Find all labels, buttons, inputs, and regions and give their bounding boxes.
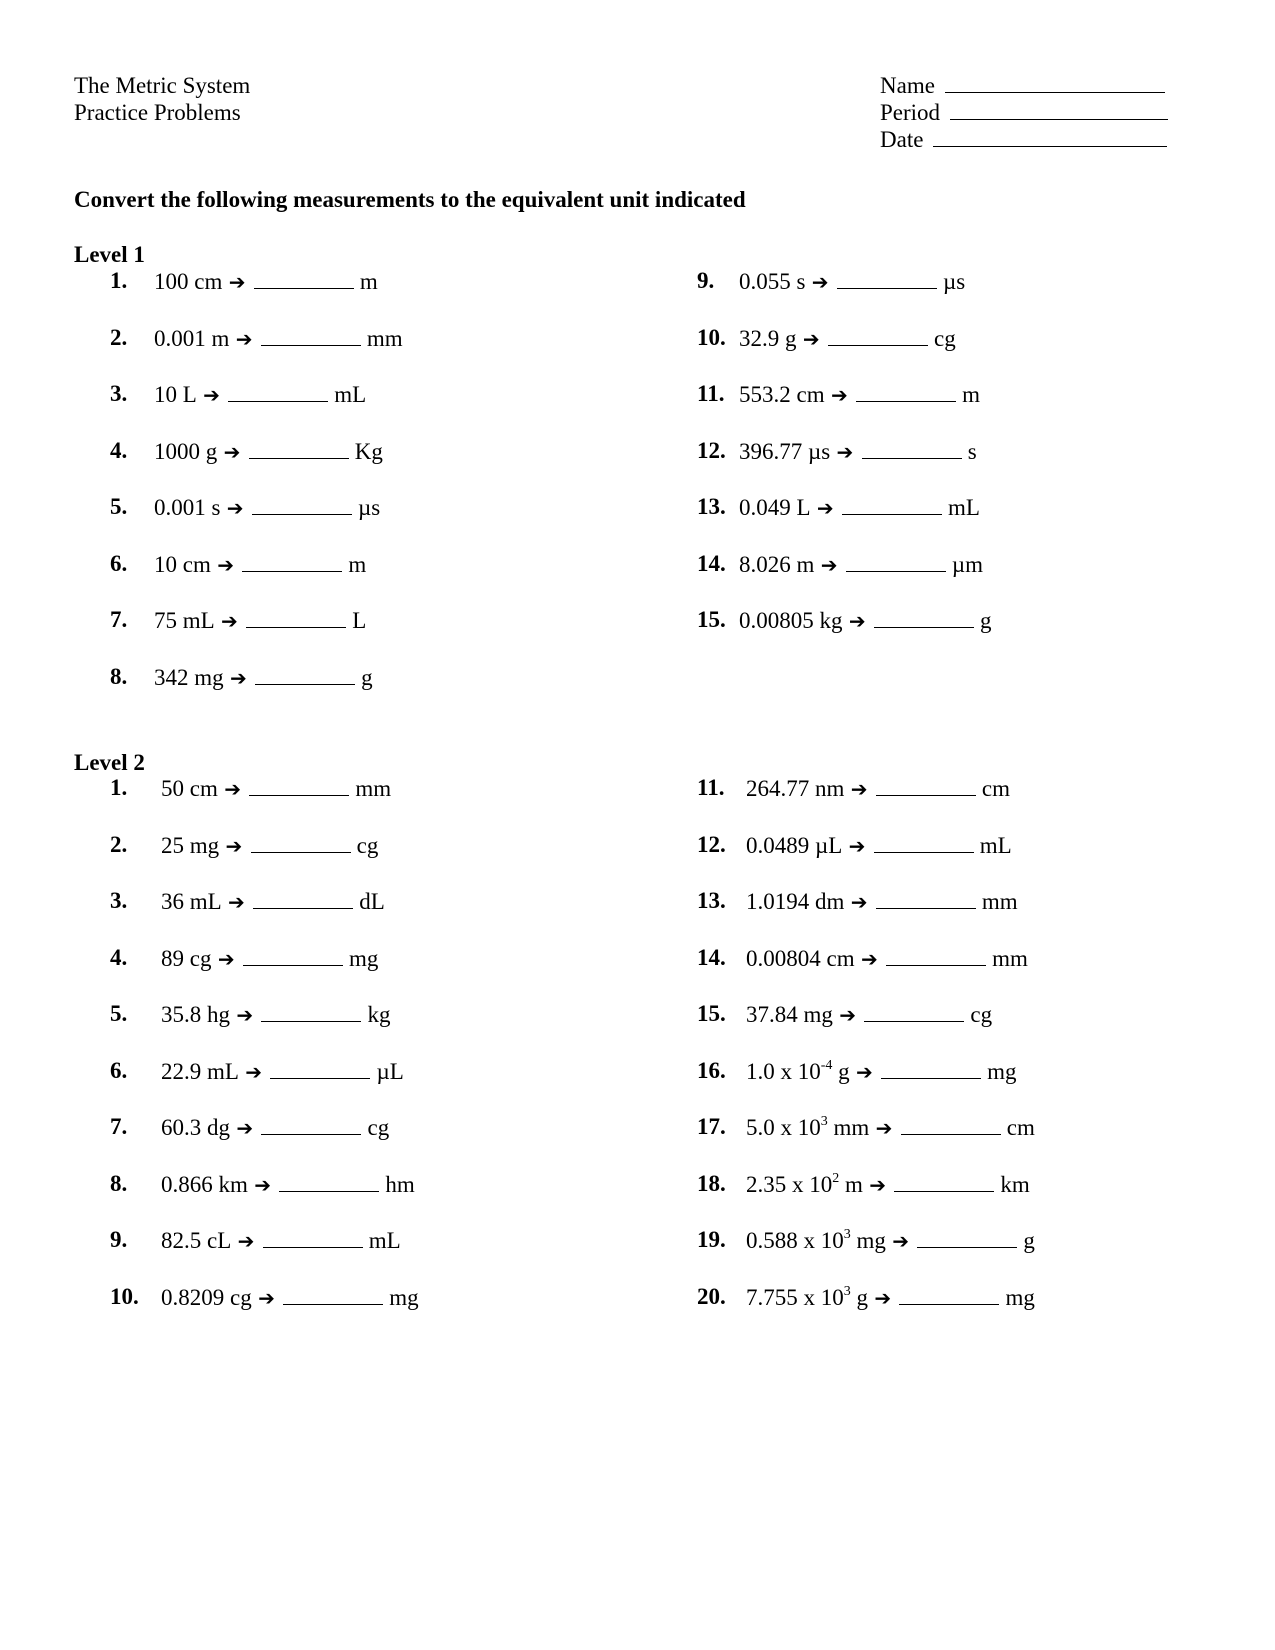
- problem-value: 0.001 s: [154, 495, 221, 520]
- value-unit: g: [832, 1058, 850, 1084]
- answer-blank[interactable]: [901, 1114, 1001, 1135]
- problem-value: 75 mL: [154, 608, 215, 633]
- target-unit: cm: [981, 776, 1010, 801]
- problem-value: [746, 1059, 850, 1084]
- target-unit: g: [979, 608, 992, 633]
- problem-expression: [154, 325, 403, 352]
- problem-value: 37.84 mg: [746, 1002, 833, 1027]
- period-label: Period: [880, 100, 941, 125]
- target-unit: m: [348, 551, 367, 577]
- target-unit: cg: [933, 325, 956, 351]
- problem-value: [746, 1172, 863, 1197]
- problem-value: 100 cm: [154, 269, 223, 294]
- value-unit: mg: [850, 1228, 886, 1253]
- problem-number: 4.: [110, 437, 128, 463]
- value-base: 2.35 x 10: [746, 1171, 833, 1197]
- level-2-heading: Level 2: [74, 750, 145, 775]
- problem-value: 0.00804 cm: [746, 945, 855, 971]
- arrow-icon: ➔: [230, 1003, 260, 1027]
- problem-number: 20.: [697, 1283, 726, 1309]
- problem-number: 1.: [110, 268, 128, 293]
- problem-value: [746, 1228, 886, 1253]
- problem-value: 264.77 nm: [746, 776, 845, 801]
- problem-number: 4.: [110, 944, 128, 970]
- arrow-icon: ➔: [217, 777, 248, 801]
- arrow-icon: ➔: [844, 777, 874, 801]
- date-field[interactable]: [880, 126, 1167, 154]
- problem-value: 35.8 hg: [161, 1002, 230, 1027]
- value-base: 0.588 x 10: [746, 1228, 844, 1253]
- answer-blank[interactable]: [254, 268, 354, 289]
- problem-number: 10.: [697, 324, 726, 350]
- value-base: 1.0 x 10: [746, 1058, 821, 1084]
- value-exponent: 3: [843, 1227, 851, 1242]
- problem-number: 3.: [110, 381, 128, 406]
- problem-value: 0.049 L: [739, 495, 811, 520]
- arrow-icon: ➔: [222, 270, 252, 294]
- problem-number: 9.: [697, 268, 715, 293]
- problem-number: 13.: [697, 494, 726, 519]
- arrow-icon: ➔: [814, 552, 844, 577]
- problem-number: 13.: [697, 888, 726, 913]
- target-unit: L: [352, 608, 367, 633]
- problem-value: 89 cg: [161, 945, 212, 971]
- arrow-icon: ➔: [247, 1172, 278, 1197]
- problem-expression: [739, 381, 980, 408]
- arrow-icon: ➔: [842, 833, 872, 858]
- target-unit: mg: [987, 1058, 1017, 1084]
- problem-expression: [746, 1001, 992, 1028]
- problem-expression: [154, 607, 366, 634]
- problem-expression: [154, 494, 380, 521]
- name-field[interactable]: [880, 72, 1165, 100]
- arrow-icon: ➔: [862, 1172, 893, 1197]
- target-unit: µs: [357, 495, 381, 520]
- arrow-icon: ➔: [830, 439, 860, 464]
- arrow-icon: ➔: [805, 270, 835, 294]
- problem-value: 342 mg: [154, 664, 224, 690]
- problem-expression: [161, 1227, 401, 1254]
- target-unit: mm: [355, 776, 392, 801]
- target-unit: mL: [948, 495, 980, 520]
- problem-expression: [746, 1227, 1035, 1254]
- arrow-icon: ➔: [219, 833, 249, 858]
- arrow-icon: ➔: [796, 326, 826, 351]
- problem-number: 2.: [110, 831, 128, 857]
- problem-expression: [746, 1058, 1017, 1085]
- problem-number: 16.: [697, 1057, 726, 1083]
- answer-blank[interactable]: [899, 1284, 999, 1305]
- problem-number: 9.: [110, 1227, 128, 1252]
- arrow-icon: ➔: [251, 1285, 282, 1310]
- value-base: 7.755 x 10: [746, 1284, 844, 1310]
- problem-value: 8.026 m: [739, 551, 815, 577]
- arrow-icon: ➔: [230, 1116, 260, 1140]
- problem-expression: [739, 494, 980, 521]
- arrow-icon: ➔: [214, 609, 245, 633]
- answer-blank[interactable]: [279, 1171, 379, 1192]
- name-label: Name: [880, 73, 935, 98]
- problem-value: 22.9 mL: [161, 1058, 239, 1084]
- problem-number: 15.: [697, 607, 726, 632]
- answer-blank[interactable]: [283, 1284, 383, 1305]
- arrow-icon: ➔: [832, 1003, 863, 1027]
- target-unit: mL: [368, 1228, 401, 1253]
- answer-blank[interactable]: [253, 888, 353, 909]
- problem-value: 0.055 s: [739, 269, 806, 294]
- target-unit: s: [967, 438, 977, 464]
- problem-expression: [739, 325, 956, 352]
- answer-blank[interactable]: [228, 381, 328, 402]
- problem-number: 12.: [697, 831, 726, 857]
- worksheet-subtitle: Practice Problems: [74, 100, 241, 125]
- problem-value: 0.866 km: [161, 1171, 248, 1197]
- target-unit: g: [361, 664, 373, 690]
- target-unit: km: [1000, 1171, 1030, 1197]
- target-unit: g: [1023, 1228, 1035, 1253]
- problem-expression: [739, 607, 991, 634]
- answer-blank[interactable]: [261, 325, 361, 346]
- answer-blank[interactable]: [828, 325, 928, 346]
- problem-number: 11.: [697, 775, 725, 800]
- target-unit: µs: [942, 269, 966, 294]
- problem-expression: [161, 945, 378, 972]
- answer-blank[interactable]: [856, 381, 956, 402]
- value-exponent: 3: [843, 1283, 851, 1299]
- target-unit: µm: [951, 551, 984, 577]
- problem-value: 10 L: [154, 382, 197, 407]
- answer-blank[interactable]: [249, 438, 349, 459]
- problem-number: 14.: [697, 550, 726, 576]
- problem-value: 10 cm: [154, 551, 211, 577]
- target-unit: mL: [334, 382, 367, 407]
- problem-expression: [154, 664, 373, 691]
- target-unit: mm: [981, 889, 1018, 914]
- arrow-icon: ➔: [854, 946, 885, 971]
- target-unit: mL: [979, 832, 1012, 858]
- date-label: Date: [880, 127, 924, 152]
- problem-number: 7.: [110, 607, 128, 632]
- problem-number: 11.: [697, 381, 725, 406]
- problem-expression: [161, 832, 378, 859]
- target-unit: mg: [389, 1284, 419, 1310]
- problem-number: 17.: [697, 1114, 726, 1139]
- answer-blank[interactable]: [255, 664, 355, 685]
- answer-blank[interactable]: [864, 1001, 964, 1022]
- answer-blank[interactable]: [246, 607, 346, 628]
- answer-blank[interactable]: [876, 888, 976, 909]
- problem-expression: [154, 438, 383, 465]
- target-unit: kg: [367, 1002, 391, 1027]
- answer-blank[interactable]: [249, 775, 349, 796]
- answer-blank[interactable]: [894, 1171, 994, 1192]
- answer-blank[interactable]: [261, 1001, 361, 1022]
- target-unit: m: [962, 382, 980, 407]
- problem-value: 60.3 dg: [161, 1115, 230, 1140]
- problem-value: 0.0489 µL: [746, 832, 843, 858]
- problem-value: 396.77 µs: [739, 438, 831, 464]
- answer-blank[interactable]: [261, 1114, 361, 1135]
- value-exponent: 3: [820, 1114, 828, 1129]
- target-unit: mm: [992, 945, 1028, 971]
- problem-expression: [161, 1284, 419, 1311]
- value-exponent: 2: [832, 1170, 840, 1186]
- problem-number: 5.: [110, 494, 128, 519]
- target-unit: cm: [1006, 1115, 1035, 1140]
- answer-blank[interactable]: [251, 832, 351, 853]
- problem-expression: [161, 1171, 415, 1198]
- level-1-heading: Level 1: [74, 242, 145, 267]
- arrow-icon: ➔: [210, 552, 241, 577]
- target-unit: m: [359, 269, 378, 294]
- problem-expression: [161, 1058, 404, 1085]
- problem-number: 7.: [110, 1114, 128, 1139]
- problem-expression: [161, 888, 385, 915]
- problem-value: 553.2 cm: [739, 382, 825, 407]
- answer-blank[interactable]: [862, 438, 962, 459]
- arrow-icon: ➔: [868, 1285, 898, 1310]
- problem-number: 6.: [110, 550, 128, 576]
- target-unit: dL: [359, 889, 385, 914]
- name-blank[interactable]: [945, 72, 1165, 93]
- answer-blank[interactable]: [263, 1227, 363, 1248]
- target-unit: mg: [1005, 1284, 1035, 1310]
- problem-expression: [739, 438, 977, 465]
- arrow-icon: ➔: [842, 609, 872, 633]
- problem-expression: [746, 775, 1010, 802]
- problem-value: [746, 1285, 868, 1310]
- target-unit: cg: [367, 1115, 390, 1140]
- problem-expression: [739, 551, 983, 578]
- problem-expression: [161, 775, 391, 802]
- problem-number: 19.: [697, 1227, 726, 1252]
- answer-blank[interactable]: [243, 945, 343, 966]
- instructions: Convert the following measurements to the equivalent unit indicated: [74, 187, 746, 212]
- problem-value: 0.00805 kg: [739, 608, 843, 633]
- problem-number: 12.: [697, 437, 726, 463]
- arrow-icon: ➔: [211, 946, 241, 971]
- problem-value: 82.5 cL: [161, 1228, 232, 1253]
- value-base: 5.0 x 10: [746, 1115, 821, 1140]
- target-unit: mm: [366, 325, 403, 351]
- problem-value: 32.9 g: [739, 325, 797, 351]
- period-field[interactable]: [880, 99, 1168, 127]
- arrow-icon: ➔: [849, 1059, 880, 1084]
- problem-expression: [746, 945, 1028, 972]
- target-unit: µL: [376, 1058, 404, 1084]
- answer-blank[interactable]: [917, 1227, 1017, 1248]
- problem-expression: [161, 1114, 389, 1141]
- problem-expression: [746, 832, 1012, 859]
- problem-expression: [746, 888, 1018, 915]
- problem-expression: [746, 1171, 1030, 1198]
- value-unit: mm: [827, 1115, 870, 1140]
- problem-expression: [154, 381, 366, 408]
- arrow-icon: ➔: [810, 496, 841, 520]
- answer-blank[interactable]: [842, 494, 942, 515]
- problem-value: 1.0194 dm: [746, 889, 845, 914]
- answer-blank[interactable]: [837, 268, 937, 289]
- problem-number: 3.: [110, 888, 128, 913]
- arrow-icon: ➔: [238, 1059, 269, 1084]
- problem-value: [746, 1115, 869, 1140]
- arrow-icon: ➔: [844, 890, 874, 914]
- problem-number: 14.: [697, 944, 726, 970]
- target-unit: mg: [348, 945, 379, 971]
- problem-number: 10.: [110, 1283, 139, 1309]
- answer-blank[interactable]: [270, 1058, 370, 1079]
- arrow-icon: ➔: [217, 439, 247, 464]
- problem-value: 0.001 m: [154, 325, 230, 351]
- answer-blank[interactable]: [242, 551, 342, 572]
- problem-number: 5.: [110, 1001, 128, 1026]
- answer-blank[interactable]: [886, 945, 986, 966]
- target-unit: Kg: [354, 438, 383, 464]
- answer-blank[interactable]: [846, 551, 946, 572]
- problem-expression: [154, 268, 378, 295]
- period-blank[interactable]: [950, 99, 1168, 120]
- problem-value: 50 cm: [161, 776, 218, 801]
- value-unit: g: [850, 1284, 868, 1310]
- target-unit: cg: [356, 832, 379, 858]
- value-unit: m: [839, 1171, 863, 1197]
- arrow-icon: ➔: [221, 890, 252, 914]
- problem-value: 25 mg: [161, 832, 220, 858]
- arrow-icon: ➔: [885, 1229, 916, 1253]
- answer-blank[interactable]: [876, 775, 976, 796]
- problem-number: 15.: [697, 1001, 726, 1026]
- problem-number: 6.: [110, 1057, 128, 1083]
- problem-value: 36 mL: [161, 889, 222, 914]
- problem-value: 1000 g: [154, 438, 218, 464]
- problem-expression: [746, 1284, 1035, 1311]
- arrow-icon: ➔: [824, 383, 855, 407]
- arrow-icon: ➔: [231, 1229, 261, 1253]
- value-exponent: -4: [820, 1057, 833, 1073]
- problem-number: 8.: [110, 1170, 128, 1196]
- worksheet-title: The Metric System: [74, 73, 251, 98]
- arrow-icon: ➔: [196, 383, 227, 407]
- problem-number: 1.: [110, 775, 128, 800]
- problem-number: 18.: [697, 1170, 726, 1196]
- target-unit: cg: [970, 1002, 993, 1027]
- problem-number: 2.: [110, 324, 128, 350]
- arrow-icon: ➔: [223, 665, 254, 690]
- answer-blank[interactable]: [874, 832, 974, 853]
- problem-expression: [746, 1114, 1035, 1141]
- problem-expression: [161, 1001, 390, 1028]
- arrow-icon: ➔: [869, 1116, 899, 1140]
- problem-number: 8.: [110, 663, 128, 689]
- problem-value: 0.8209 cg: [161, 1284, 252, 1310]
- answer-blank[interactable]: [874, 607, 974, 628]
- target-unit: hm: [385, 1171, 415, 1197]
- problem-expression: [739, 268, 965, 295]
- problem-expression: [154, 551, 366, 578]
- arrow-icon: ➔: [220, 496, 250, 520]
- arrow-icon: ➔: [229, 326, 259, 351]
- answer-blank[interactable]: [252, 494, 352, 515]
- date-blank[interactable]: [933, 126, 1167, 147]
- answer-blank[interactable]: [881, 1058, 981, 1079]
